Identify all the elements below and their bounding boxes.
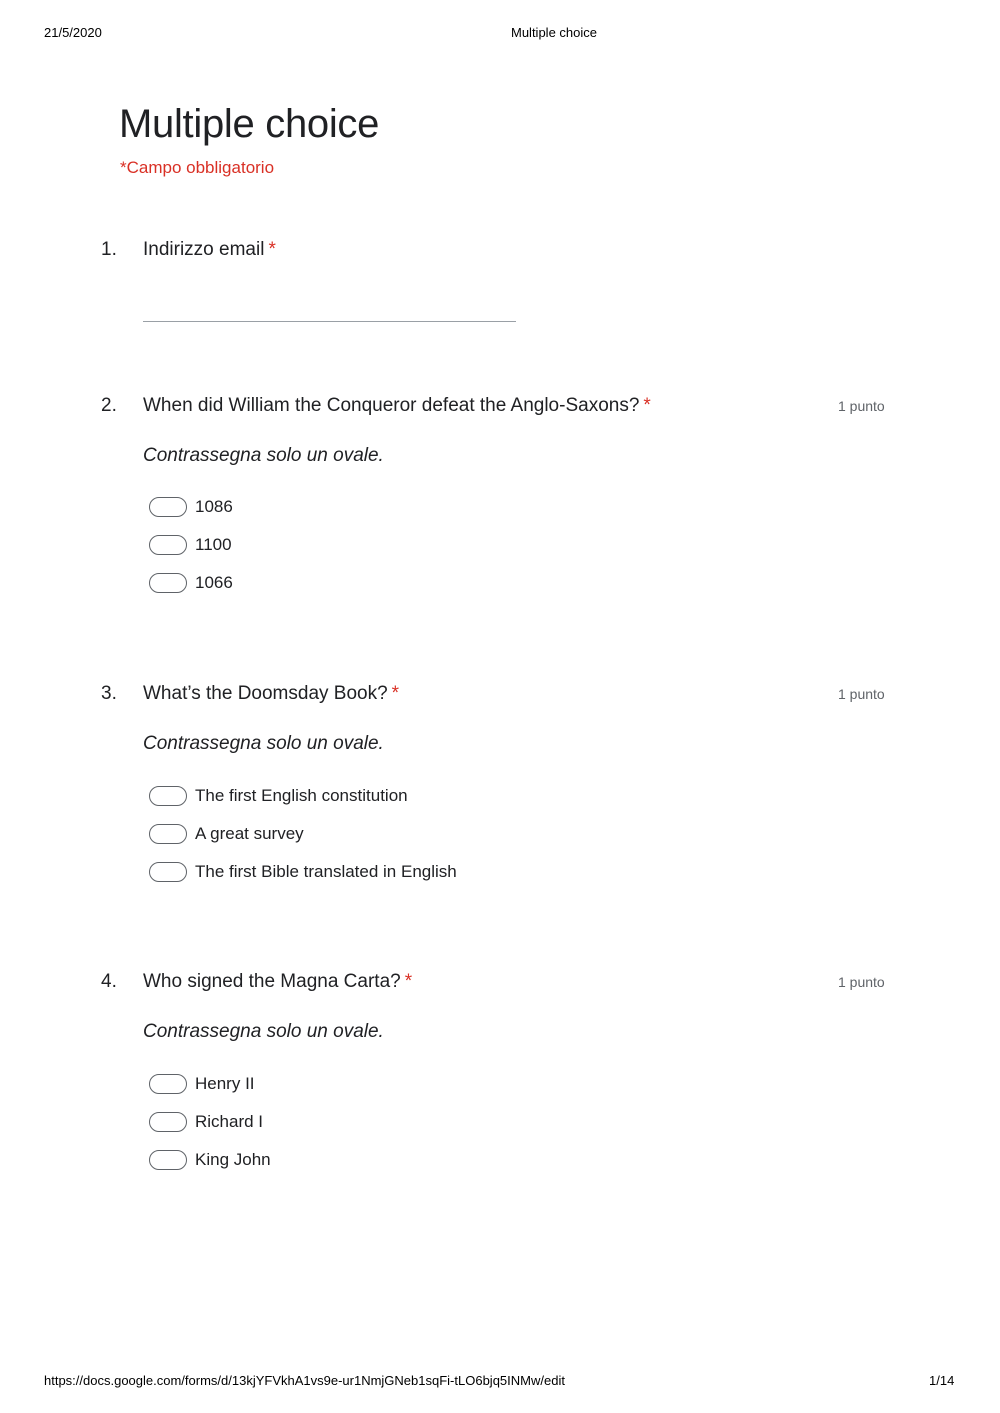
print-header-title: Multiple choice (511, 25, 597, 40)
required-star: * (391, 683, 400, 704)
question-number: 2. (101, 395, 117, 416)
question-text: When did William the Conqueror defeat the Anglo-Saxons? * (143, 395, 651, 416)
radio-oval[interactable] (149, 824, 187, 844)
radio-oval[interactable] (149, 573, 187, 593)
option-first-bible[interactable] (149, 860, 457, 884)
radio-oval[interactable] (149, 1074, 187, 1094)
option-label: 1066 (195, 573, 233, 592)
question-hint: Contrassegna solo un ovale. (143, 445, 384, 466)
option-label: The first Bible translated in English (195, 862, 457, 881)
option-label: Richard I (195, 1112, 264, 1131)
radio-oval[interactable] (149, 535, 187, 555)
radio-oval[interactable] (149, 862, 187, 882)
radio-oval[interactable] (149, 1112, 187, 1132)
question-hint: Contrassegna solo un ovale. (143, 733, 384, 754)
option-1086[interactable] (149, 495, 233, 519)
radio-oval[interactable] (149, 786, 187, 806)
radio-oval[interactable] (149, 497, 187, 517)
option-king-john[interactable] (149, 1148, 271, 1172)
question-text: Indirizzo email * (143, 239, 276, 260)
required-star: * (643, 395, 651, 416)
option-label: 1100 (195, 535, 232, 554)
email-input[interactable] (143, 321, 516, 322)
question-points: 1 punto (838, 686, 885, 702)
print-footer-page: 1/14 (929, 1373, 955, 1388)
question-text: What’s the Doomsday Book? * (143, 683, 400, 704)
option-label: 1086 (195, 497, 233, 516)
option-great-survey[interactable] (149, 822, 304, 846)
question-points: 1 punto (838, 398, 885, 414)
question-points: 1 punto (838, 974, 885, 990)
option-1066[interactable] (149, 571, 233, 595)
radio-oval[interactable] (149, 1150, 187, 1170)
required-star: * (404, 971, 413, 992)
option-first-english-constitution[interactable] (149, 784, 408, 808)
option-label: King John (195, 1150, 271, 1169)
question-number: 1. (101, 239, 117, 260)
question-hint: Contrassegna solo un ovale. (143, 1021, 384, 1042)
option-label: A great survey (195, 824, 304, 843)
required-star: * (268, 239, 276, 260)
option-label: Henry II (195, 1074, 255, 1093)
option-label: The first English constitution (195, 786, 408, 805)
form-title: Multiple choice (119, 102, 380, 146)
question-number: 3. (101, 683, 117, 704)
print-footer-url: https://docs.google.com/forms/d/13kjYFVkhA1vs9e-ur1NmjGNeb1sqFi-tLO6bjq5INMw/edit (44, 1373, 565, 1388)
option-1100[interactable] (149, 533, 232, 557)
option-richard-i[interactable] (149, 1110, 263, 1134)
question-number: 4. (101, 971, 117, 992)
option-henry-ii[interactable] (149, 1072, 255, 1096)
print-header-date: 21/5/2020 (44, 25, 102, 40)
question-text: Who signed the Magna Carta? * (143, 971, 413, 992)
required-note: *Campo obbligatorio (120, 158, 275, 177)
